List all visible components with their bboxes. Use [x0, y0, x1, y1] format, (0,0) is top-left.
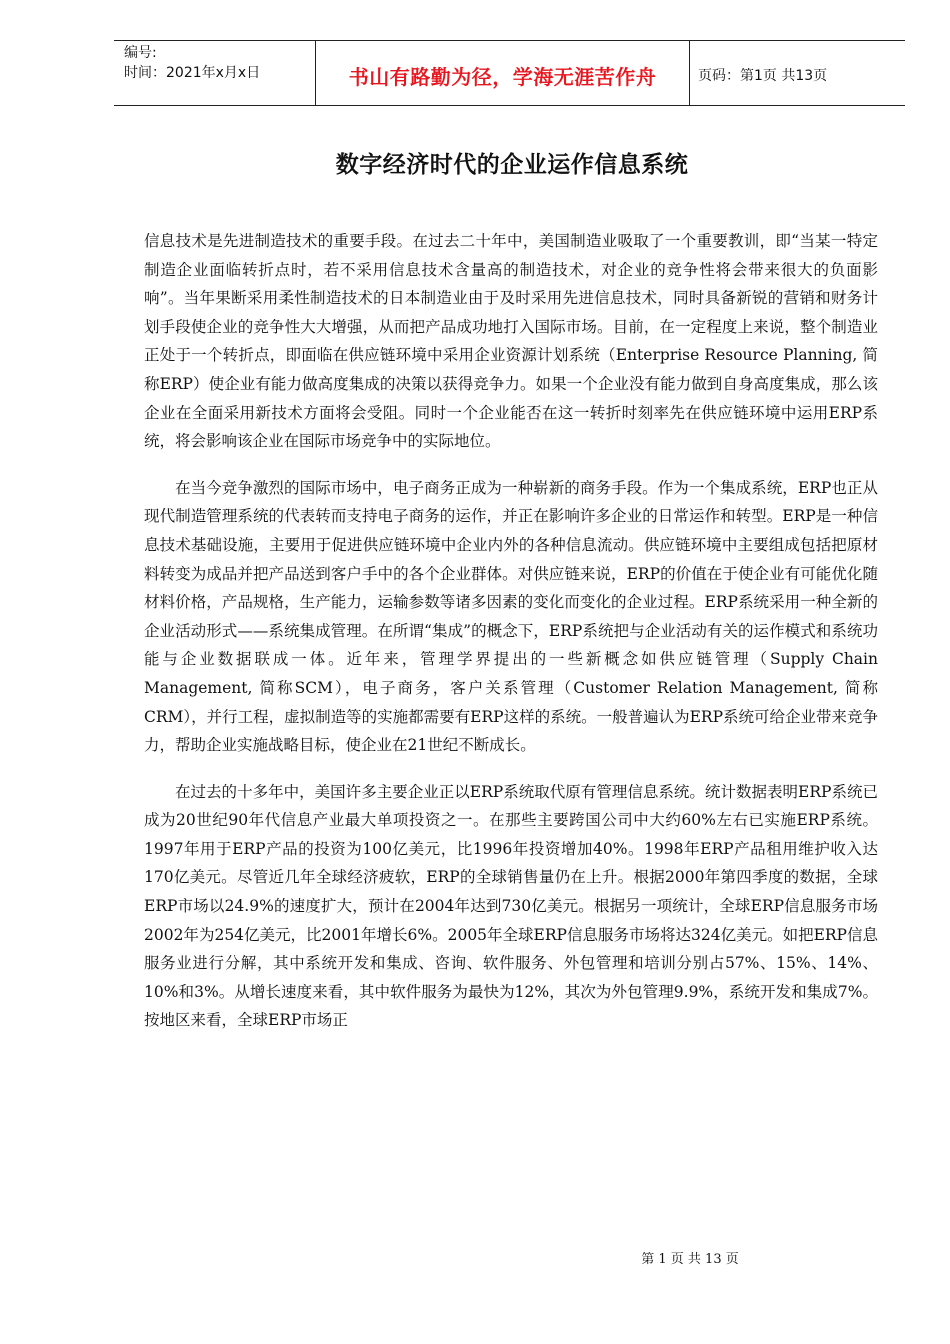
header-page-number: 页码：第1页 共13页: [698, 68, 828, 84]
body-paragraph-1: 信息技术是先进制造技术的重要手段。在过去二十年中，美国制造业吸取了一个重要教训，即“当某一特定制造企业面临转折点时，若不采用信息技术含量高的制造技术，对企业的竞争性将会带来很大的负面影响”。当年果断采用柔性制造技术的日本制造业由于及时采用先进信息技术，同时具备新锐的营销和财务计划手段使企业的竞争性大大增强，从而把产品成功地打入国际市场。目前，在一定程度上来说，整个制造业正处于一个转折点，即面临在供应链环境中采用企业资源计划系统（Enterprise Resource Planning, 简称ERP）使企业有能力做高度集成的决策以获得竞争力。如果一个企业没有能力做到自身高度集成，那么该企业在全面采用新技术方面将会受阻。同时一个企业能否在这一转折时刻率先在供应链环境中运用ERP系统，将会影响该企业在国际市场竞争中的实际地位。: [144, 232, 878, 451]
header-meta-cell: [114, 41, 316, 105]
body-paragraph-2: 在当今竞争激烈的国际市场中，电子商务正成为一种崭新的商务手段。作为一个集成系统，ERP也正从现代制造管理系统的代表转而支持电子商务的运作，并正在影响许多企业的日常运作和转型。ERP是一种信息技术基础设施，主要用于促进供应链环境中企业内外的各种信息流动。供应链环境中主要组成包括把原材料转变为成品并把产品送到客户手中的各个企业群体。对供应链来说，ERP的价值在于使企业有可能优化随材料价格，产品规格，生产能力，运输参数等诸多因素的变化而变化的企业过程。ERP系统采用一种全新的企业活动形式——系统集成管理。在所谓“集成”的概念下，ERP系统把与企业活动有关的运作模式和系统功能与企业数据联成一体。近年来，管理学界提出的一些新概念如供应链管理（Supply Chain Management, 简称SCM），电子商务，客户关系管理（Customer Relation Management, 简称CRM），并行工程，虚拟制造等的实施都需要有ERP这样的系统。一般普遍认为ERP系统可给企业带来竞争力，帮助企业实施战略目标，使企业在21世纪不断成长。: [144, 478, 878, 755]
page-footer: 第 1 页 共 13 页: [641, 1252, 739, 1267]
document-time-label: 时间：2021年x月x日: [124, 65, 261, 81]
header-page-cell: [690, 41, 905, 105]
header-motto: 书山有路勤为径，学海无涯苦作舟: [348, 64, 657, 89]
header-motto-cell: [316, 41, 690, 105]
body-paragraph-3: 在过去的十多年中，美国许多主要企业正以ERP系统取代原有管理信息系统。统计数据表明ERP系统已成为20世纪90年代信息产业最大单项投资之一。在那些主要跨国公司中大约60%左右已实施ERP系统。1997年用于ERP产品的投资为100亿美元，比1996年投资增加40%。1998年ERP产品租用维护收入达170亿美元。尽管近几年全球经济疲软，ERP的全球销售量仍在上升。根据2000年第四季度的数据，全球ERP市场以24.9%的速度扩大，预计在2004年达到730亿美元。根据另一项统计，全球ERP信息服务市场2002年为254亿美元，比2001年增长6%。2005年全球ERP信息服务市场将达324亿美元。如把ERP信息服务业进行分解，其中系统开发和集成、咨询、软件服务、外包管理和培训分别占57%、15%、14%、10%和3%。从增长速度来看，其中软件服务为最快为12%，其次为外包管理9.9%，系统开发和集成7%。按地区来看，全球ERP市场正: [144, 782, 878, 1030]
page-header: [114, 40, 905, 106]
document-number-label: 编号:: [124, 45, 157, 61]
document-body: [144, 227, 878, 1035]
document-title: 数字经济时代的企业运作信息系统: [335, 152, 689, 178]
